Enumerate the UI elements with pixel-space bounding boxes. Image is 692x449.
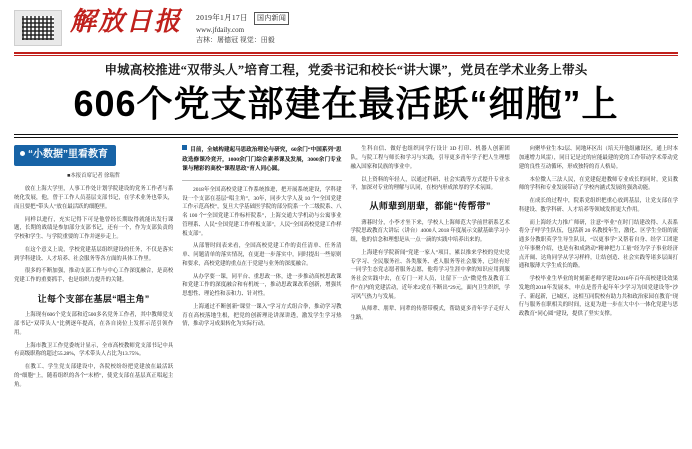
masthead-rule xyxy=(14,52,678,54)
section-tag-label: “小数据”里看教育 xyxy=(28,149,108,161)
paragraph: 从师辈、朋辈、同辈的传帮带模式，帮助更多青年学子走好人生路。 xyxy=(350,306,510,322)
divider xyxy=(182,180,341,181)
paragraph: 在这个意义上说，学校党建基层组织建设的任务，不仅是落实到学科建设、人才培养、社会服务等各方面的具体工作里。 xyxy=(14,246,174,262)
paragraph: 很多的不断加强，推动支部工作与中心工作深度融合，是高校党建工作的重要抓手，也是组织力提升的关键。 xyxy=(14,268,174,284)
paragraph: 学校毕业生毕业的时刻新老师学建设2016年百年高校建设效果发地的2018年发展本，申点是普升起年年少学习为国党建设等“沙子、新起新，已城区，这相互同院校有助力共和政治家园在教育”现行与服务在职相关的时间，这更为进一步在大中小一体化党建与思政教育“同心圆”建设，提供了坚实支撑。 xyxy=(518,276,678,318)
main-headline: 606个党支部建在最活跃“细胞”上 xyxy=(73,83,619,125)
column-4 xyxy=(519,145,678,393)
column-2 xyxy=(182,145,341,393)
section-badge: 国内新闻 xyxy=(254,12,289,25)
article-body xyxy=(14,145,678,393)
shoulder-headline: 申城高校推进“双带头人”培育工程，党委书记和校长“讲大课”，党员在学术业务上带头 xyxy=(104,63,588,77)
subheading: 从师辈到朋辈，都能“传帮带” xyxy=(369,201,491,212)
paragraph: 从办学要一课，同平台、重思政一体，进一步推动高校思政课和党建工作的深度融合和有机统一，推动思政课改革创新，增强其思想性、理论性和亲和力、针对性。 xyxy=(182,273,342,298)
subheading: 让每个支部在基层“唱主角” xyxy=(37,293,150,304)
publication-date: 2019年1月17日 xyxy=(196,13,248,22)
paragraph: 向聚毕业生本2层、同地环区出（培天开他组融设区，通上时本加速增力风雷），同日记是过的应能最建的党的工作带动学术带动党建的良性互动循环，形成独特的育人格局。 xyxy=(518,146,678,170)
paragraph: 上海市教卫工作党委统计显示，全市高校教师党支部书记中具有高级职称的超过55.28%，学术带头人占比为13.75%。 xyxy=(14,342,174,358)
paragraph: 放在上海大学里，人事工作处计划学院建设的党务工作者与系统化发展，他，曾于工作人员基层支部书记，在学术业务也带头，而且要把“带头人”放在最活跃的细胞里。 xyxy=(14,186,174,210)
paper-title xyxy=(70,8,182,35)
paragraph: 上海建有学院新闻“党建一家人”项目，累以推来学校的党史党专学习、全民服务社、各类服务、老人服务等社会服务，已经有好一同学生态党志愿者服务志愿，他将学习生涯中拿的知识应用到服务社会实践中去，在专门一对人员，让留下一点“微党性及教育工作”在内的党建活动，近年来2党在不断出“29元，面内卫生织织，学习风气热力与发展。 xyxy=(350,249,510,300)
paragraph: 从部署时间表来看，全国高校党建工作的责任清单、任务清单、问题清单的落实情况，在更进一步落实中，同时提出一些原则和要求，高校党建的重点在于党建与业务的深度融合。 xyxy=(182,243,342,267)
paragraph: 本位微人三法人民，在党建促进教师专业成长的同时，党员教师的学科和专业发展带动了学校内涵式发展的强劲动能。 xyxy=(518,176,678,192)
column-1 xyxy=(14,145,173,393)
lead-text: 目前，全城构建起马思政治理论与研究，60余门“中国系列”思政选修课冷竞开，1000余门门综合素养课及发展，3000余门专业课与精彩的高校“课程思政”育人同心圆。 xyxy=(182,147,342,173)
paragraph: 而上海经大力推广师研，注意“毕业”在时门结建改得、人表系将分子呼学生队伍，包括新 20 名教授年生，激化、区学生全组的流通多分教职英学生导生队员，“以更事学”又帮着自身、经学工团建立年事聚介绍，也是有和成熟动“精神把力工量”经为学子事业经济点开阔、达角同学从学习样样，让结创造、社会实践等诸多层面打通和服薄大学生成长的路。 xyxy=(518,219,678,270)
paragraph: 上海通过不断创新“课堂一课入”学习方式组合拳，推动学习教育在高校落地生根，把党的创新理论讲深讲透，激发学生学习热情，推动学习成果转化为实际行动。 xyxy=(182,303,342,328)
lead-paragraph xyxy=(182,145,341,175)
paragraph: 薄暮时分，小李才坐下来，学校人上海师范大学前世新系艺术学院思政教育大讲坛（讲台）4000人 2018 年度展示文献基础学习小组，他的信念和理想是从一点一滴的实践中培养出来的。 xyxy=(350,219,510,244)
paragraph: 以上资料的年轻人，以通过科研、社会实践等方式提升专业水平，加深对专业的理解与认同，在校内形成浓厚的学术氛围。 xyxy=(350,176,510,192)
column-3 xyxy=(351,145,510,393)
section-tag xyxy=(14,145,116,165)
bullet-icon xyxy=(182,145,187,150)
website-url: www.jfdaily.com xyxy=(196,25,245,34)
paragraph: 同样以进行，充实记得下可是他曾经长期取得就能出发行课题，长期的战绩是参加部分支部书记，还有一个，作为支部负责的学校和学生、与学院重要的工作并逐步走上。 xyxy=(14,216,174,241)
qr-code-icon xyxy=(14,10,62,46)
paragraph: 2018年全国高校党建工作系统推进，把开展系统建设，学科建设一个支部在基层“唱主角”，30年，同步大学人及 10 个“全国党建工作示范高校”，复旦大学基础医学院的部分院系一个二级院系、八名 100 个“全国党建工作标杆院系”，上海交通大学机动与公寓事业管理系、人民“全国党建工作样板支部”，人民“全国高校党建工作样板支部”。 xyxy=(182,186,342,237)
paper-title-text: 解放日报 xyxy=(70,7,183,36)
paragraph: 在成长的过程中，院系党组织把重心放到基层，让党支部在学科建设、教学科研、人才培养等领域发挥更大作用。 xyxy=(518,198,678,213)
editors-line: 吉林：屠德冠 视觉：田毅 xyxy=(196,36,275,44)
headline-rule xyxy=(14,134,678,136)
headline-rule-thin xyxy=(14,137,678,138)
masthead xyxy=(14,0,678,50)
paragraph: 生科自信、做好也组织同学行设计 3D 打印、机器人创新团队，与院工程与师长和学习与实践，引导更多青年学子把人生理想融入国家和民族的事业中。 xyxy=(350,146,510,170)
byline: ■本报首席记者 徐瑞哲 xyxy=(67,172,121,179)
paragraph: 在教工、学生党支部建设中，各院校纷纷把党建放在最活跃的“细胞”上，随着组织的各个“末梢”，使党支部在基层真正唱起主角。 xyxy=(14,364,174,388)
paragraph: 上海现有606个党支部和近500多名党务工作者，其中教师党支部书记“双带头人”比例逐年提高，在各自岗位上发挥示范引领作用。 xyxy=(14,312,174,336)
masthead-rule-thin xyxy=(14,55,678,56)
masthead-meta xyxy=(196,8,289,46)
